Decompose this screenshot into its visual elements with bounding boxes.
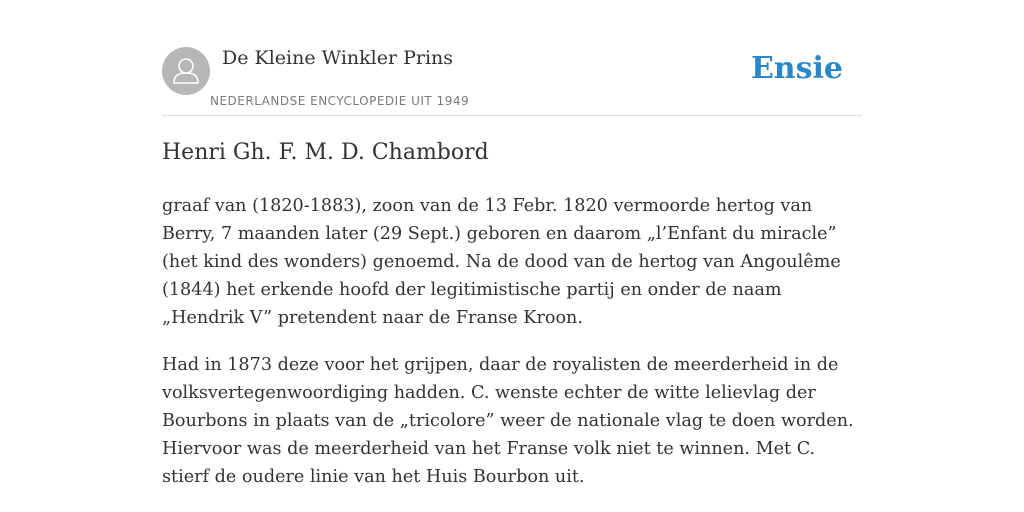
source-title[interactable]: De Kleine Winkler Prins — [222, 47, 454, 69]
source-subtitle: NEDERLANDSE ENCYCLOPEDIE UIT 1949 — [210, 94, 470, 108]
article-paragraph-2: Had in 1873 deze voor het grijpen, daar de royalisten de meerderheid in de volksvertegenwoordiging hadden. C. wenste echter de witte lelievlag der Bourbons in plaats van de „tricolore” weer de nationale vlag te doen worden. Hiervoor was de meerderheid van het Franse volk niet te winnen. Met C. stierf de oudere linie van het Huis Bourbon uit. — [162, 355, 854, 487]
ensie-logo-link[interactable]: Ensie — [750, 51, 843, 86]
user-silhouette-icon[interactable] — [162, 47, 210, 95]
article-paragraph-1: graaf van (1820-1883), zoon van de 13 Febr. 1820 vermoorde hertog van Berry, 7 maanden later (29 Sept.) geboren en daarom „l’Enfant du miracle” (het kind des wonders) genoemd. Na de dood van de hertog van Angoulême (1844) het erkende hoofd der legitimistische partij en onder de naam „Hendrik V” pretendent naar de Franse Kroon. — [162, 196, 841, 328]
article-title: Henri Gh. F. M. D. Chambord — [162, 140, 489, 165]
source-header — [162, 46, 862, 116]
